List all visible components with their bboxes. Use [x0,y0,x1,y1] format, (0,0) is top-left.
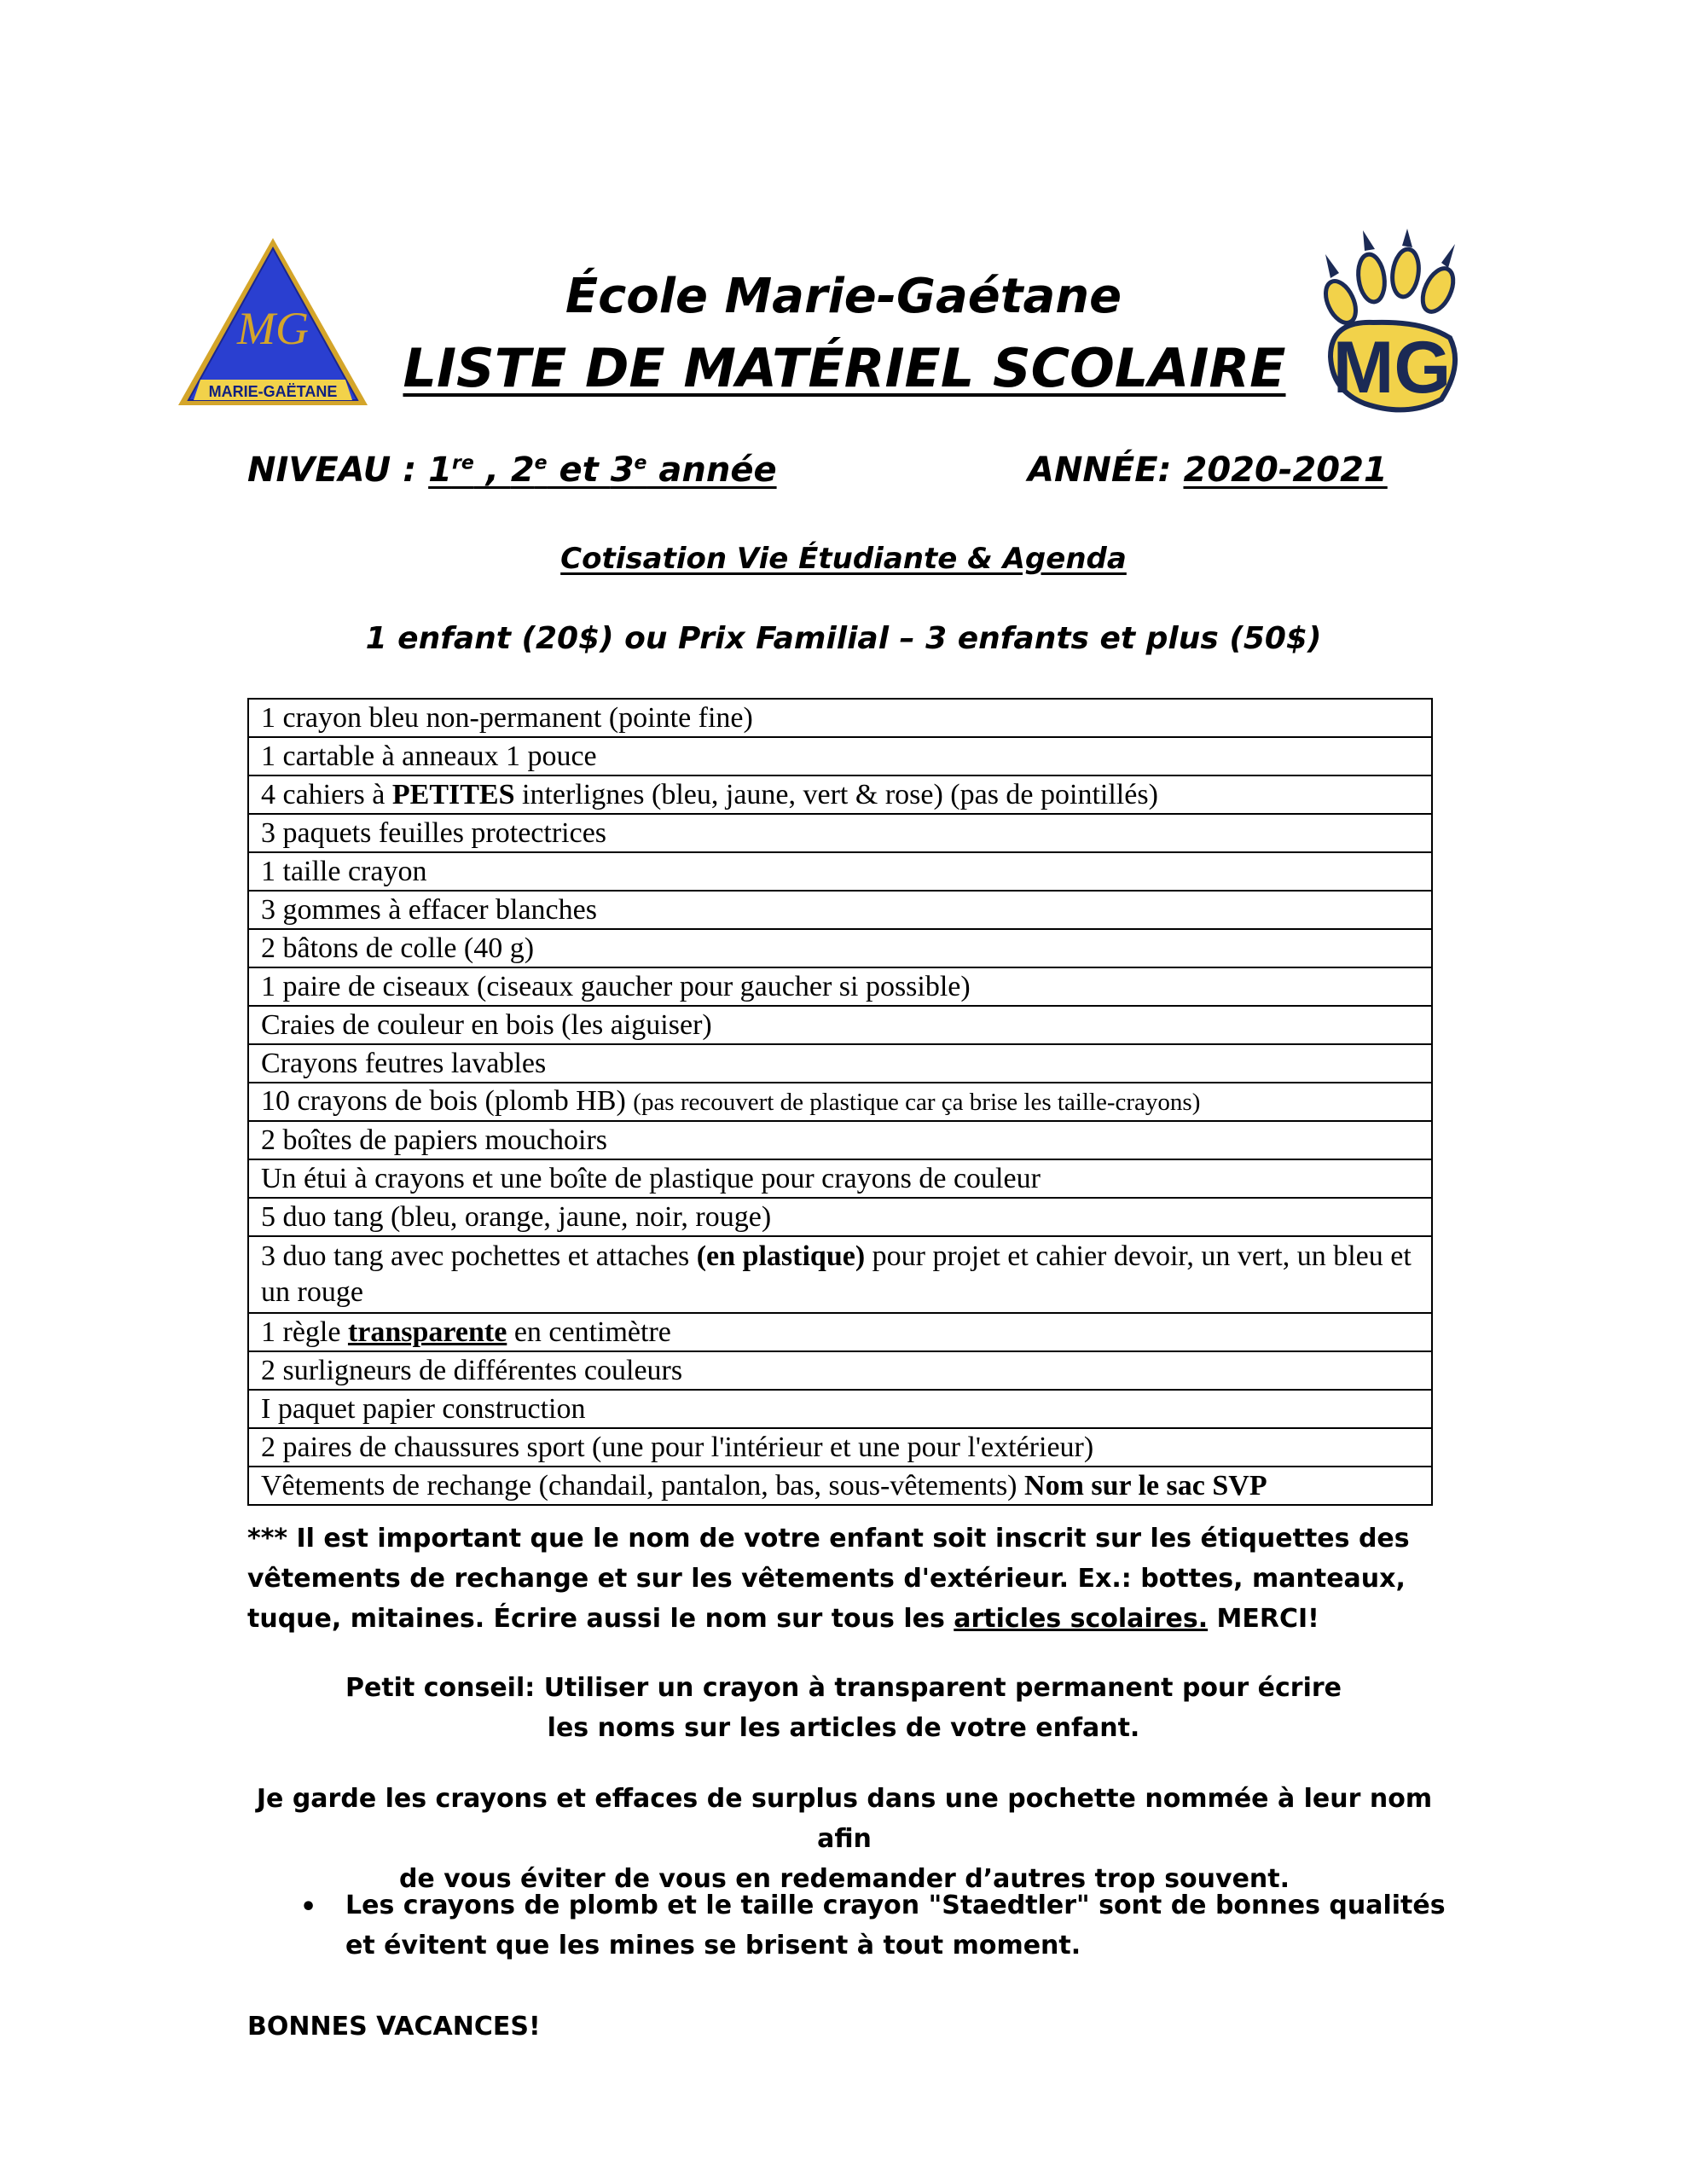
important-note: *** Il est important que le nom de votre enfant soit inscrit sur les étiquettes des vêtements de rechange et sur les vêtements d'extérieur. Ex.: bottes, manteaux, tuque, mitaines. Écrire aussi le nom sur tous les articles scolaires. MERCI! [247,1524,1410,1634]
bullet-note: Les crayons de plomb et le taille crayon "Staedtler" sont de bonnes qualités et évitent que les mines se brisent à tout moment. [345,1891,1446,1960]
table-row: I paquet papier construction [248,1390,1432,1428]
table-row: 2 surligneurs de différentes couleurs [248,1351,1432,1390]
year-label: ANNÉE: [1028,450,1184,490]
level-value: 1re , 2e et 3e année [428,450,777,490]
table-row: 1 règle transparente en centimètre [248,1313,1432,1351]
table-row: 2 bâtons de colle (40 g) [248,929,1432,967]
closing-text: BONNES VACANCES! [247,2012,541,2042]
table-row: 3 gommes à effacer blanches [248,891,1432,929]
table-row: Vêtements de rechange (chandail, pantalon, bas, sous-vêtements) Nom sur le sac SVP [248,1467,1432,1505]
level-line [247,450,777,490]
table-row: 1 paire de ciseaux (ciseaux gaucher pour gaucher si possible) [248,967,1432,1006]
logo-caption: MARIE-GAËTANE [208,383,338,400]
year-line [1028,450,1388,490]
table-row: 4 cahiers à PETITES interlignes (bleu, jaune, vert & rose) (pas de pointillés) [248,775,1432,814]
table-row: Craies de couleur en bois (les aiguiser) [248,1006,1432,1044]
bullet-icon: • [300,1892,317,1922]
supplies-table [247,698,1433,1506]
list-title: LISTE DE MATÉRIEL SCOLAIRE [403,337,1286,399]
table-row: 1 crayon bleu non-permanent (pointe fine) [248,699,1432,737]
table-row: 10 crayons de bois (plomb HB) (pas recouvert de plastique car ça brise les taille-crayons) [248,1083,1432,1121]
table-row: Crayons feutres lavables [248,1044,1432,1083]
fee-title: Cotisation Vie Étudiante & Agenda [560,542,1127,576]
table-row: 1 cartable à anneaux 1 pouce [248,737,1432,775]
advice-note: Petit conseil: Utiliser un crayon à transparent permanent pour écrire les noms sur les articles de votre enfant. [345,1673,1342,1743]
table-row: 2 paires de chaussures sport (une pour l'intérieur et une pour l'extérieur) [248,1428,1432,1467]
school-name: École Marie-Gaétane [565,269,1122,324]
table-row: 1 taille crayon [248,852,1432,891]
table-row: 3 duo tang avec pochettes et attaches (en plastique) pour projet et cahier devoir, un vert, un bleu et un rouge [248,1236,1432,1313]
logo-monogram: MG [237,303,309,354]
table-row: 2 boîtes de papiers mouchoirs [248,1121,1432,1159]
table-row: 5 duo tang (bleu, orange, jaune, noir, rouge) [248,1198,1432,1236]
paw-monogram: MG [1332,327,1452,409]
paw-logo [1313,229,1471,421]
year-value: 2020-2021 [1183,450,1388,490]
level-label: NIVEAU : [247,450,429,490]
table-row: Un étui à crayons et une boîte de plastique pour crayons de couleur [248,1159,1432,1198]
keep-note: Je garde les crayons et effaces de surplus dans une pochette nommée à leur nom afin de vous éviter de vous en redemander d’autres trop souvent. [256,1784,1433,1894]
fee-detail: 1 enfant (20$) ou Prix Familial – 3 enfants et plus (50$) [365,621,1322,656]
table-row: 3 paquets feuilles protectrices [248,814,1432,852]
